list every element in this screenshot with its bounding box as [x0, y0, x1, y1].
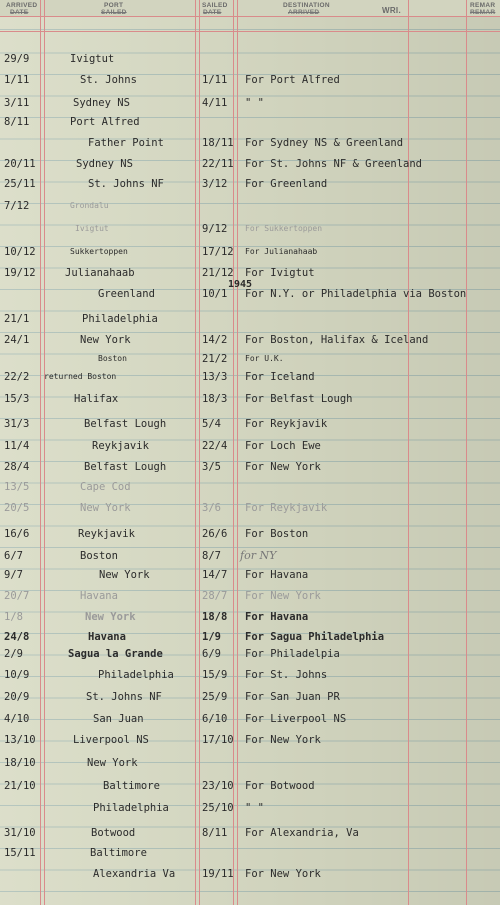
sailed-date: 21/12	[202, 267, 234, 279]
destination: For Reykjavik	[245, 418, 328, 430]
arrived-date: 8/11	[4, 116, 30, 128]
arrived-date: 10/12	[4, 246, 36, 258]
arrived-date: 21/10	[4, 780, 36, 792]
arrived-date: 19/12	[4, 267, 36, 279]
sailed-date: 22/4	[202, 440, 228, 452]
destination: For New York	[245, 734, 321, 746]
header-sailed: SAILED	[202, 2, 228, 9]
header-date-arrived: DATE	[10, 9, 29, 16]
sailed-date: 3/6	[202, 502, 221, 514]
ledger-row	[0, 415, 500, 433]
ledger-row	[0, 155, 500, 173]
header-date-sailed: DATE	[203, 9, 222, 16]
sailed-date: 17/12	[202, 246, 234, 258]
port-name: Sukkertoppen	[70, 247, 128, 256]
header-remarks: REMAR	[470, 2, 496, 9]
arrived-date: 31/3	[4, 418, 30, 430]
arrived-date: 10/9	[4, 669, 30, 681]
header-rule-lower	[0, 31, 500, 32]
port-name: Sydney NS	[76, 158, 133, 170]
ledger-row	[0, 390, 500, 408]
arrived-date: 24/1	[4, 334, 30, 346]
arrived-date: 13/5	[4, 481, 30, 493]
arrived-date: 16/6	[4, 528, 30, 540]
destination: For Havana	[245, 611, 309, 623]
sailed-date: 23/10	[202, 780, 234, 792]
arrived-date: 29/9	[4, 53, 30, 65]
ledger-row	[0, 525, 500, 543]
destination: For Boston	[245, 528, 309, 540]
sailed-date: 18/11	[202, 137, 234, 149]
port-name: Cape Cod	[80, 481, 131, 493]
port-name: Baltimore	[103, 780, 160, 792]
sailed-date: 6/10	[202, 713, 228, 725]
arrived-date: 9/7	[4, 569, 23, 581]
sailed-date: 8/11	[202, 827, 228, 839]
ledger-row	[0, 731, 500, 749]
sailed-date: 3/12	[202, 178, 228, 190]
port-name: Boston	[80, 550, 118, 562]
header-remarks-struck: REMAR	[470, 9, 496, 16]
port-name: Havana	[88, 631, 126, 643]
ledger-row	[0, 608, 500, 626]
destination: For Havana	[245, 569, 309, 581]
port-name: Ivigtut	[75, 224, 109, 233]
destination: For St. Johns NF & Greenland	[245, 158, 423, 170]
ledger-row	[0, 666, 500, 684]
port-name: Sydney NS	[73, 97, 130, 109]
port-name: Julianahaab	[65, 267, 135, 279]
port-name: St. Johns	[80, 74, 137, 86]
port-name: Halifax	[74, 393, 119, 405]
port-name: Boston	[98, 354, 127, 363]
ledger-row	[0, 499, 500, 517]
sailed-date: 17/10	[202, 734, 234, 746]
ledger-row	[0, 587, 500, 605]
ledger-row	[0, 350, 500, 368]
destination: For St. Johns	[245, 669, 328, 681]
destination: For Philadelpia	[245, 648, 340, 660]
arrived-date: 6/7	[4, 550, 23, 562]
arrived-date: 1/8	[4, 611, 23, 623]
sailed-date: 1/9	[202, 631, 221, 643]
port-name: New York	[85, 611, 136, 623]
ledger-row	[0, 799, 500, 817]
destination: For Belfast Lough	[245, 393, 353, 405]
arrived-date: 20/5	[4, 502, 30, 514]
destination: For Alexandria, Va	[245, 827, 359, 839]
destination: For New York	[245, 590, 321, 602]
destination: For San Juan PR	[245, 691, 340, 703]
arrived-date: 24/8	[4, 631, 30, 643]
sailed-date: 15/9	[202, 669, 228, 681]
header-wri: WRI.	[382, 6, 401, 15]
handwritten-note: for NY	[240, 549, 277, 562]
port-name: Reykjavik	[92, 440, 149, 452]
port-name: New York	[87, 757, 138, 769]
arrived-date: 4/10	[4, 713, 30, 725]
arrived-date: 13/10	[4, 734, 36, 746]
port-name: Grondalu	[70, 201, 109, 210]
ledger-row	[0, 824, 500, 842]
destination: For Ivigtut	[245, 267, 315, 279]
arrived-date: 1/11	[4, 74, 30, 86]
destination: For Loch Ewe	[245, 440, 321, 452]
destination: For N.Y. or Philadelphia via Boston	[245, 288, 467, 300]
arrived-date: 31/10	[4, 827, 36, 839]
ledger-row	[0, 331, 500, 349]
sailed-date: 25/10	[202, 802, 234, 814]
sailed-date: 14/2	[202, 334, 228, 346]
ledger-row	[0, 220, 500, 238]
sailed-date: 10/1	[202, 288, 228, 300]
port-name: Philadelphia	[98, 669, 174, 681]
port-name: New York	[80, 502, 131, 514]
destination: For Greenland	[245, 178, 328, 190]
ledger-row	[0, 134, 500, 152]
ledger-row	[0, 710, 500, 728]
destination: For Botwood	[245, 780, 315, 792]
ledger-row	[0, 175, 500, 193]
header-band	[0, 0, 500, 16]
arrived-date: 18/10	[4, 757, 36, 769]
ledger-row	[0, 437, 500, 455]
destination: For Iceland	[245, 371, 315, 383]
sailed-date: 19/11	[202, 868, 234, 880]
year-annotation: 1945	[228, 279, 253, 290]
header-sailed-struck: SAILED	[101, 9, 127, 16]
ledger-row	[0, 113, 500, 131]
port-name: Liverpool NS	[73, 734, 149, 746]
header-port: PORT	[104, 2, 124, 9]
ledger-row	[0, 243, 500, 261]
sailed-date: 9/12	[202, 223, 228, 235]
sailed-date: 3/5	[202, 461, 221, 473]
port-name: returned Boston	[44, 372, 117, 381]
sailed-date: 4/11	[202, 97, 228, 109]
destination: For Reykjavik	[245, 502, 328, 514]
sailed-date: 5/4	[202, 418, 221, 430]
ledger-row	[0, 368, 500, 386]
arrived-date: 22/2	[4, 371, 30, 383]
ledger-row	[0, 844, 500, 862]
ledger-row	[0, 566, 500, 584]
arrived-date: 11/4	[4, 440, 30, 452]
destination: For Julianahaab	[245, 247, 318, 256]
destination: " "	[245, 802, 264, 814]
arrived-date: 15/11	[4, 847, 36, 859]
port-name: Sagua la Grande	[68, 648, 163, 660]
port-name: Philadelphia	[82, 313, 158, 325]
ledger-row	[0, 94, 500, 112]
sailed-date: 13/3	[202, 371, 228, 383]
arrived-date: 15/3	[4, 393, 30, 405]
arrived-date: 28/4	[4, 461, 30, 473]
ledger-row	[0, 645, 500, 663]
port-name: St. Johns NF	[88, 178, 164, 190]
destination: For New York	[245, 868, 321, 880]
arrived-date: 25/11	[4, 178, 36, 190]
port-name: Philadelphia	[93, 802, 169, 814]
arrived-date: 2/9	[4, 648, 23, 660]
arrived-date: 20/9	[4, 691, 30, 703]
ledger-row	[0, 628, 500, 646]
sailed-date: 18/8	[202, 611, 228, 623]
arrived-date: 21/1	[4, 313, 30, 325]
ledger-row	[0, 50, 500, 68]
arrived-date: 3/11	[4, 97, 30, 109]
destination: For Port Alfred	[245, 74, 340, 86]
port-name: San Juan	[93, 713, 144, 725]
destination: For Boston, Halifax & Iceland	[245, 334, 429, 346]
port-name: Father Point	[88, 137, 164, 149]
port-name: Havana	[80, 590, 118, 602]
destination: For Sagua Philadelphia	[245, 631, 385, 643]
port-name: Port Alfred	[70, 116, 140, 128]
sailed-date: 26/6	[202, 528, 228, 540]
sailed-date: 1/11	[202, 74, 228, 86]
header-arrived: ARRIVED	[6, 2, 38, 9]
destination: For Sydney NS & Greenland	[245, 137, 404, 149]
ledger-row	[0, 865, 500, 883]
sailed-date: 25/9	[202, 691, 228, 703]
destination: For Sukkertoppen	[245, 224, 323, 233]
port-name: New York	[80, 334, 131, 346]
sailed-date: 21/2	[202, 353, 228, 365]
arrived-date: 7/12	[4, 200, 30, 212]
ledger-row	[0, 754, 500, 772]
port-name: Ivigtut	[70, 53, 115, 65]
ledger-row	[0, 310, 500, 328]
sailed-date: 28/7	[202, 590, 228, 602]
sailed-date: 8/7	[202, 550, 221, 562]
ledger-row	[0, 197, 500, 215]
arrived-date: 20/11	[4, 158, 36, 170]
header-rule	[0, 16, 500, 17]
sailed-date: 14/7	[202, 569, 228, 581]
port-name: Belfast Lough	[84, 461, 167, 473]
port-name: Greenland	[98, 288, 155, 300]
ledger-row	[0, 777, 500, 795]
ledger-row	[0, 478, 500, 496]
port-name: Botwood	[91, 827, 136, 839]
arrived-date: 20/7	[4, 590, 30, 602]
port-name: St. Johns NF	[86, 691, 162, 703]
ledger-row	[0, 458, 500, 476]
ledger-row	[0, 688, 500, 706]
destination: " "	[245, 97, 264, 109]
port-name: Belfast Lough	[84, 418, 167, 430]
header-arrived-struck: ARRIVED	[288, 9, 320, 16]
sailed-date: 22/11	[202, 158, 234, 170]
port-name: Alexandria Va	[93, 868, 176, 880]
destination: For U.K.	[245, 354, 284, 363]
destination: For Liverpool NS	[245, 713, 347, 725]
port-name: Reykjavik	[78, 528, 135, 540]
ledger-row	[0, 71, 500, 89]
sailed-date: 6/9	[202, 648, 221, 660]
sailed-date: 18/3	[202, 393, 228, 405]
port-name: New York	[99, 569, 150, 581]
destination: For New York	[245, 461, 321, 473]
port-name: Baltimore	[90, 847, 147, 859]
header-destination: DESTINATION	[283, 2, 330, 9]
